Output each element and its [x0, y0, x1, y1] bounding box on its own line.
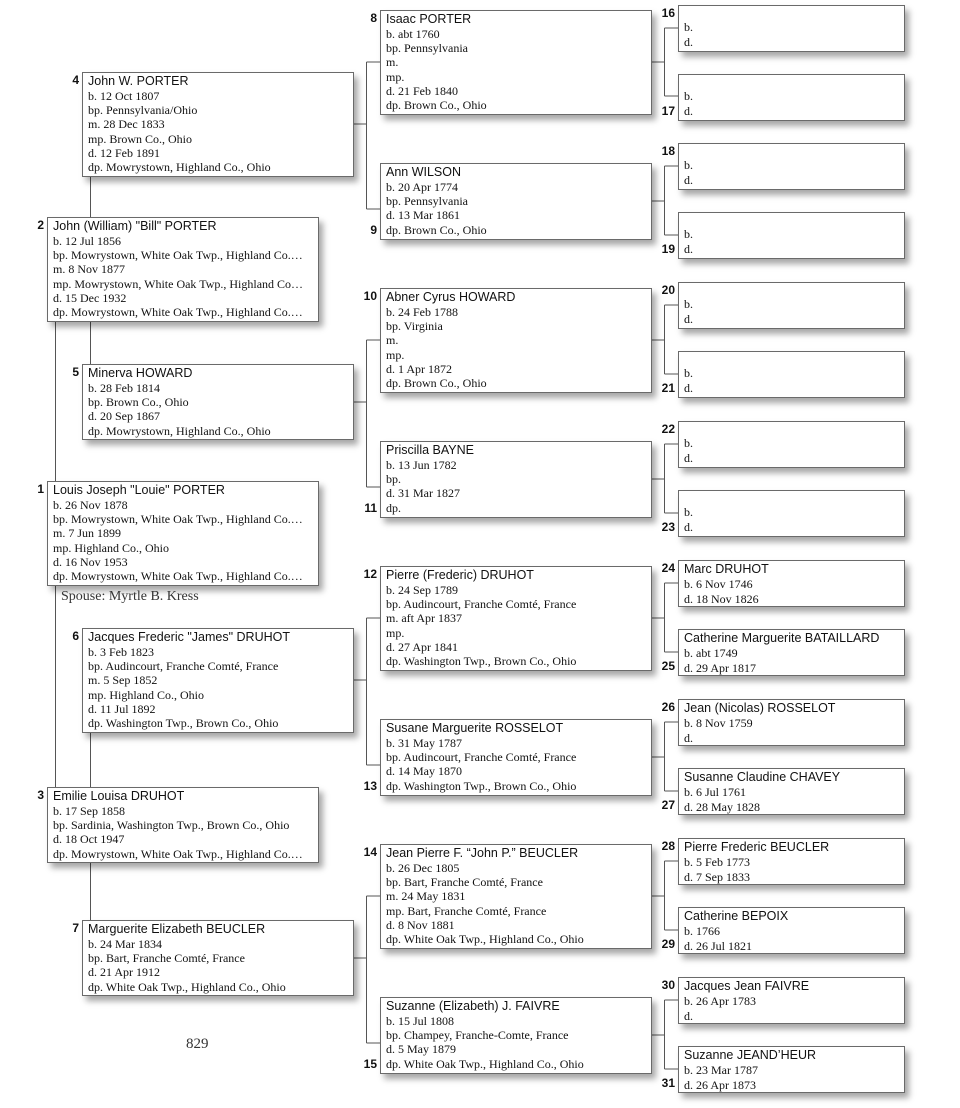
person-name: Abner Cyrus HOWARD: [386, 290, 516, 304]
person-fact: b.: [684, 436, 693, 450]
person-fact: b. 6 Nov 1746: [684, 577, 753, 591]
ahnentafel-number: 23: [661, 520, 675, 534]
person-fact: d.: [684, 172, 693, 187]
person-box-11[interactable]: [380, 441, 652, 518]
person-fact: dp. White Oak Twp., Highland Co., Ohio: [88, 979, 286, 994]
person-fact: d. 28 May 1828: [684, 799, 760, 814]
person-box-10[interactable]: [380, 288, 652, 393]
person-fact: d. 15 Dec 1932: [53, 290, 127, 305]
person-box-31[interactable]: [678, 1046, 905, 1093]
person-fact: dp. Mowrystown, Highland Co., Ohio: [88, 423, 271, 438]
ahnentafel-number: 7: [72, 921, 79, 935]
person-box-22[interactable]: [678, 421, 905, 468]
person-fact: bp. Virginia: [386, 319, 443, 334]
person-fact: m.: [386, 55, 399, 70]
person-fact: bp. Mowrystown, White Oak Twp., Highland Co.…: [53, 248, 303, 263]
person-box-14[interactable]: [380, 844, 652, 949]
person-box-29[interactable]: [678, 907, 905, 954]
person-fact: b.: [684, 366, 693, 380]
person-fact: b. 20 Apr 1774: [386, 180, 458, 194]
person-fact: m.: [386, 333, 399, 348]
person-fact: d. 12 Feb 1891: [88, 145, 160, 160]
person-fact: b. 26 Apr 1783: [684, 994, 756, 1008]
person-fact: dp. Washington Twp., Brown Co., Ohio: [386, 654, 577, 669]
person-box-6[interactable]: [82, 628, 354, 733]
person-fact: d. 18 Oct 1947: [53, 832, 125, 847]
person-fact: bp. Pennsylvania: [386, 194, 468, 209]
person-box-20[interactable]: [678, 282, 905, 329]
person-fact: b. abt 1749: [684, 646, 738, 660]
person-fact: dp. White Oak Twp., Highland Co., Ohio: [386, 1056, 584, 1071]
person-box-4[interactable]: [82, 72, 354, 177]
person-fact: dp. Brown Co., Ohio: [386, 222, 487, 237]
page-number: 829: [186, 1036, 209, 1052]
person-box-25[interactable]: [678, 629, 905, 676]
person-fact: b. 8 Nov 1759: [684, 716, 753, 730]
person-fact: b.: [684, 89, 693, 103]
person-fact: m. 5 Sep 1852: [88, 673, 158, 688]
spouse-label: Spouse: Myrtle B. Kress: [61, 589, 199, 604]
person-fact: bp.: [386, 472, 401, 487]
ahnentafel-number: 20: [661, 283, 675, 297]
person-fact: d. 13 Mar 1861: [386, 208, 460, 223]
person-fact: d.: [684, 380, 693, 395]
person-fact: bp. Champey, Franche-Comte, France: [386, 1028, 569, 1043]
ahnentafel-number: 30: [661, 978, 675, 992]
person-fact: b. 6 Jul 1761: [684, 785, 747, 799]
person-fact: dp.: [386, 500, 401, 515]
person-fact: b. 15 Jul 1808: [386, 1014, 455, 1028]
person-name: Priscilla BAYNE: [386, 443, 474, 457]
person-fact: b. abt 1760: [386, 27, 440, 41]
person-fact: b. 1766: [684, 924, 720, 938]
person-name: Marguerite Elizabeth BEUCLER: [88, 922, 266, 936]
ahnentafel-number: 25: [661, 659, 675, 673]
person-fact: dp. White Oak Twp., Highland Co., Ohio: [386, 932, 584, 947]
person-fact: dp. Mowrystown, White Oak Twp., Highland Co.…: [53, 569, 303, 584]
person-fact: bp. Audincourt, Franche Comté, France: [88, 659, 279, 674]
person-fact: b. 23 Mar 1787: [684, 1063, 758, 1077]
person-box-28[interactable]: [678, 838, 905, 885]
ahnentafel-number: 9: [370, 223, 377, 237]
person-fact: b. 24 Feb 1788: [386, 305, 458, 319]
person-name: Jean Pierre F. “John P.” BEUCLER: [386, 846, 579, 860]
person-fact: d. 7 Sep 1833: [684, 869, 750, 884]
person-fact: d. 16 Nov 1953: [53, 554, 128, 569]
person-fact: b. 5 Feb 1773: [684, 855, 750, 869]
person-fact: b. 24 Mar 1834: [88, 937, 162, 951]
person-fact: dp. Mowrystown, Highland Co., Ohio: [88, 160, 271, 175]
person-box-13[interactable]: [380, 719, 652, 796]
ahnentafel-number: 11: [364, 501, 377, 515]
person-fact: d. 5 May 1879: [386, 1042, 456, 1057]
person-fact: mp.: [386, 625, 405, 640]
person-name: Pierre Frederic BEUCLER: [684, 840, 830, 854]
person-name: Susanne Claudine CHAVEY: [684, 770, 841, 784]
person-fact: d.: [684, 1008, 693, 1023]
person-fact: d. 14 May 1870: [386, 764, 462, 779]
person-box-26[interactable]: [678, 699, 905, 746]
ahnentafel-number: 21: [661, 381, 675, 395]
person-box-1[interactable]: [47, 481, 319, 586]
person-fact: d.: [684, 730, 693, 745]
person-fact: d. 11 Jul 1892: [88, 701, 156, 716]
person-fact: mp. Highland Co., Ohio: [53, 540, 169, 555]
ahnentafel-number: 15: [363, 1057, 377, 1071]
ahnentafel-number: 18: [661, 144, 675, 158]
person-box-3[interactable]: [47, 787, 319, 863]
person-fact: mp. Brown Co., Ohio: [88, 131, 193, 146]
person-fact: m. 7 Jun 1899: [53, 526, 122, 541]
person-fact: b. 3 Feb 1823: [88, 645, 154, 659]
person-name: Isaac PORTER: [386, 12, 472, 26]
person-box-17[interactable]: [678, 74, 905, 121]
person-fact: d.: [684, 311, 693, 326]
person-fact: bp. Brown Co., Ohio: [88, 395, 189, 410]
person-fact: d.: [684, 34, 693, 49]
person-fact: m. aft Apr 1837: [386, 611, 462, 626]
person-name: Jacques Jean FAIVRE: [684, 979, 810, 993]
person-fact: d. 1 Apr 1872: [386, 361, 452, 376]
person-fact: b. 26 Nov 1878: [53, 498, 128, 512]
person-fact: mp. Bart, Franche Comté, France: [386, 903, 547, 918]
person-fact: bp. Audincourt, Franche Comté, France: [386, 597, 577, 612]
person-fact: d.: [684, 103, 693, 118]
ahnentafel-number: 6: [72, 629, 79, 643]
person-box-16[interactable]: [678, 5, 905, 52]
ahnentafel-number: 17: [661, 104, 675, 118]
person-name: Jean (Nicolas) ROSSELOT: [684, 701, 836, 715]
ahnentafel-number: 5: [72, 365, 79, 379]
person-box-15[interactable]: [380, 997, 652, 1074]
ahnentafel-number: 16: [661, 6, 675, 20]
ahnentafel-number: 22: [661, 422, 675, 436]
person-box-24[interactable]: [678, 560, 905, 607]
person-fact: dp. Mowrystown, White Oak Twp., Highland Co.…: [53, 846, 303, 861]
person-fact: d. 18 Nov 1826: [684, 591, 759, 606]
person-box-18[interactable]: [678, 143, 905, 190]
ahnentafel-number: 26: [661, 700, 675, 714]
ahnentafel-number: 8: [370, 11, 377, 25]
person-fact: bp. Pennsylvania: [386, 41, 468, 56]
person-fact: bp. Bart, Franche Comté, France: [88, 951, 245, 966]
person-fact: mp. Highland Co., Ohio: [88, 687, 204, 702]
person-name: John W. PORTER: [88, 74, 189, 88]
person-name: Emilie Louisa DRUHOT: [53, 789, 185, 803]
ahnentafel-number: 28: [661, 839, 675, 853]
person-fact: b.: [684, 227, 693, 241]
person-name: Jacques Frederic "James" DRUHOT: [88, 630, 290, 644]
person-fact: b. 26 Dec 1805: [386, 861, 460, 875]
person-name: Susane Marguerite ROSSELOT: [386, 721, 564, 735]
ahnentafel-number: 4: [72, 73, 79, 87]
ahnentafel-number: 31: [661, 1076, 675, 1090]
person-fact: bp. Bart, Franche Comté, France: [386, 875, 543, 890]
person-fact: d. 27 Apr 1841: [386, 639, 458, 654]
person-fact: m. 24 May 1831: [386, 889, 466, 904]
ahnentafel-number: 13: [363, 779, 377, 793]
person-fact: b.: [684, 297, 693, 311]
person-box-27[interactable]: [678, 768, 905, 815]
ahnentafel-number: 3: [37, 788, 44, 802]
person-fact: b. 24 Sep 1789: [386, 583, 458, 597]
person-box-19[interactable]: [678, 212, 905, 259]
person-fact: bp. Audincourt, Franche Comté, France: [386, 750, 577, 765]
person-fact: d.: [684, 450, 693, 465]
ahnentafel-number: 10: [363, 289, 377, 303]
person-box-2[interactable]: [47, 217, 319, 322]
ahnentafel-number: 1: [37, 482, 44, 496]
person-fact: d. 26 Apr 1873: [684, 1077, 756, 1092]
person-box-9[interactable]: [380, 163, 652, 240]
person-fact: m. 8 Nov 1877: [53, 262, 125, 277]
person-name: Catherine BEPOIX: [684, 909, 789, 923]
person-fact: d. 26 Jul 1821: [684, 938, 753, 953]
person-fact: d. 8 Nov 1881: [386, 917, 455, 932]
ahnentafel-number: 2: [37, 218, 44, 232]
person-fact: b. 13 Jun 1782: [386, 458, 457, 472]
ahnentafel-number: 29: [661, 937, 675, 951]
person-box-7[interactable]: [82, 920, 354, 996]
person-name: Marc DRUHOT: [684, 562, 769, 576]
person-name: Pierre (Frederic) DRUHOT: [386, 568, 534, 582]
person-fact: bp. Pennsylvania/Ohio: [88, 103, 198, 118]
person-fact: b.: [684, 505, 693, 519]
person-fact: b.: [684, 20, 693, 34]
ahnentafel-number: 14: [363, 845, 377, 859]
person-fact: mp.: [386, 347, 405, 362]
person-box-5[interactable]: [82, 364, 354, 440]
person-fact: dp. Washington Twp., Brown Co., Ohio: [88, 716, 279, 731]
person-name: Suzanne JEAND’HEUR: [684, 1048, 816, 1062]
person-name: Catherine Marguerite BATAILLARD: [684, 631, 880, 645]
person-fact: b. 12 Oct 1807: [88, 89, 160, 103]
person-box-23[interactable]: [678, 490, 905, 537]
ahnentafel-number: 19: [661, 242, 675, 256]
person-name: Minerva HOWARD: [88, 366, 193, 380]
ahnentafel-number: 27: [661, 798, 675, 812]
person-fact: d.: [684, 241, 693, 256]
person-fact: mp.: [386, 69, 405, 84]
person-fact: b. 28 Feb 1814: [88, 381, 160, 395]
person-fact: dp. Brown Co., Ohio: [386, 98, 487, 113]
person-fact: d. 31 Mar 1827: [386, 486, 460, 501]
person-fact: bp. Mowrystown, White Oak Twp., Highland Co.…: [53, 512, 303, 527]
person-name: Louis Joseph "Louie" PORTER: [53, 483, 225, 497]
person-name: John (William) "Bill" PORTER: [53, 219, 217, 233]
person-fact: m. 28 Dec 1833: [88, 117, 165, 132]
person-box-21[interactable]: [678, 351, 905, 398]
ahnentafel-number: 24: [661, 561, 675, 575]
person-box-12[interactable]: [380, 566, 652, 671]
person-fact: b.: [684, 158, 693, 172]
person-box-30[interactable]: [678, 977, 905, 1024]
person-fact: d. 21 Feb 1840: [386, 83, 458, 98]
ahnentafel-number: 12: [363, 567, 377, 581]
person-fact: d. 21 Apr 1912: [88, 965, 160, 980]
person-fact: mp. Mowrystown, White Oak Twp., Highland Co…: [53, 276, 304, 291]
person-box-8[interactable]: [380, 10, 652, 115]
person-fact: dp. Mowrystown, White Oak Twp., Highland Co.…: [53, 305, 303, 320]
person-fact: b. 17 Sep 1858: [53, 804, 125, 818]
person-fact: d. 20 Sep 1867: [88, 409, 160, 424]
person-fact: d. 29 Apr 1817: [684, 660, 756, 675]
person-name: Suzanne (Elizabeth) J. FAIVRE: [386, 999, 560, 1013]
person-fact: dp. Brown Co., Ohio: [386, 376, 487, 391]
person-fact: bp. Sardinia, Washington Twp., Brown Co., Ohio: [53, 818, 290, 833]
person-fact: b. 12 Jul 1856: [53, 234, 122, 248]
person-name: Ann WILSON: [386, 165, 462, 179]
person-fact: b. 31 May 1787: [386, 736, 462, 750]
person-fact: dp. Washington Twp., Brown Co., Ohio: [386, 778, 577, 793]
person-fact: d.: [684, 519, 693, 534]
